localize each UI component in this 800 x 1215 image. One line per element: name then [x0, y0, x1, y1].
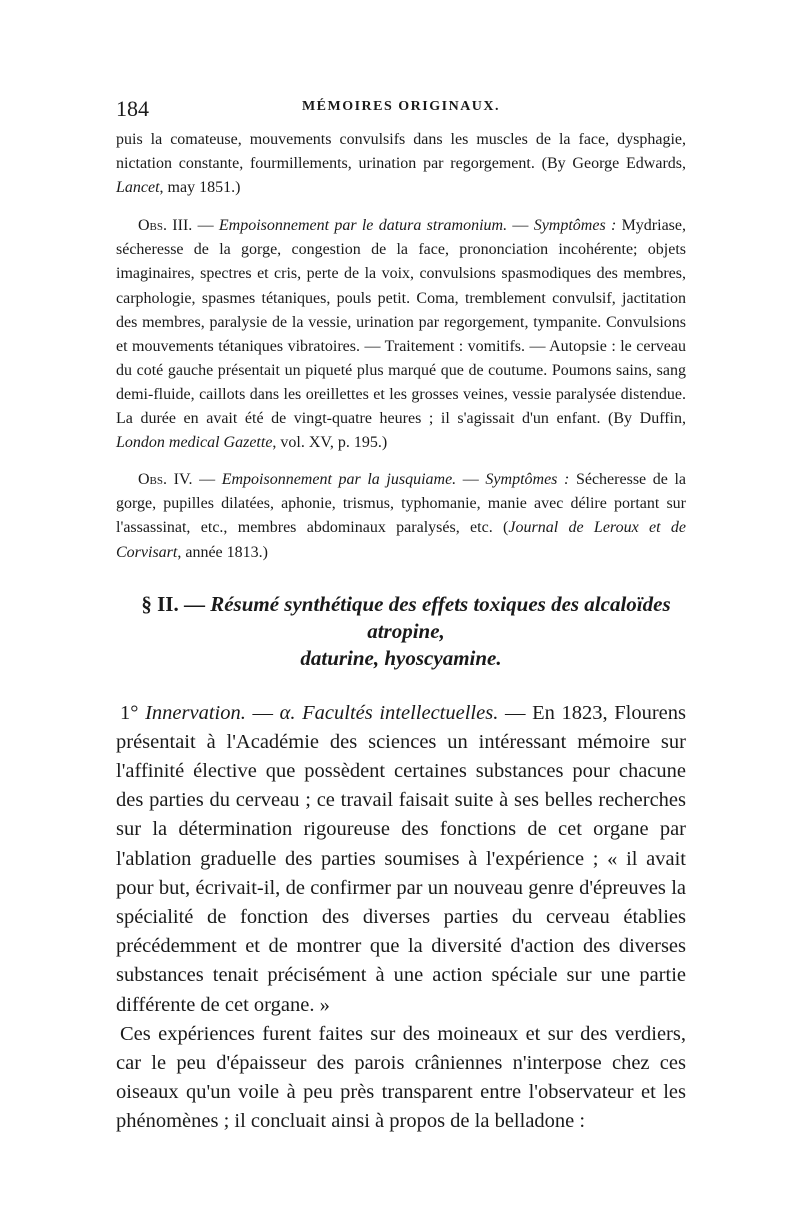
journal-citation: Journal de Leroux et de Corvisart: [116, 519, 686, 561]
subsection-subheading: Facultés intellectuelles.: [302, 701, 499, 724]
journal-citation: Lancet: [116, 179, 160, 197]
subsection-number: 1°: [120, 701, 146, 724]
paragraph-continuation: [116, 128, 686, 200]
dash: —: [192, 217, 219, 235]
paragraph-text: Ces expériences furent faites sur des moineaux et sur des verdiers, car le peu d'épaisseur des parois crâniennes n'interpose chez ces oiseaux qu'un voile à peu près transparent entre l'observateur et les phénomènes ; il concluait ainsi à propos de la belladone :: [116, 1022, 686, 1133]
running-title: MÉMOIRES ORIGINAUX.: [301, 99, 501, 114]
book-page: [116, 96, 686, 1137]
dash: —: [178, 591, 211, 616]
page-number: 184: [116, 96, 149, 121]
running-head: [116, 96, 686, 126]
observation-text: , vol. XV, p. 195.): [272, 434, 388, 452]
observation-title: Empoisonnement par la jusquiame.: [221, 471, 457, 489]
section-symbol: § II.: [141, 591, 179, 616]
observation-label: Obs. IV.: [138, 471, 193, 489]
symptoms-label: Symptômes :: [533, 217, 617, 235]
dash: —: [245, 701, 280, 724]
journal-citation: London medical Gazette: [116, 434, 273, 452]
section-title: Résumé synthétique des effets toxiques des alcaloïdes atropine,: [210, 591, 671, 643]
observation-text: Sécheresse de la gorge, pupilles dilatées, aphonie, trismus, typhomanie, manie avec délire portant sur l'assassinat, etc., membres abdominaux paralysés, etc. (: [116, 471, 687, 537]
observation-text: Mydriase, sécheresse de la gorge, congestion de la face, prononciation incohérente; objets imaginaires, spectres et cris, perte de la voix, convulsions spasmodiques des membres, carphologie, spasmes tétaniques, pouls petit. Coma, tremblement convulsif, jactitation des membres, paralysie de la vessie, urination par regorgement, tympanite. Convulsions et mouvements tétaniques vibratoires. — Traitement : vomitifs. — Autopsie : le cerveau du coté gauche présentait un piqueté plus marqué que de coutume. Poumons sains, sang demi-fluide, caillots dans les oreillettes et les grosses veines, vessie paralysée distendue. La durée en avait été de vingt-quatre heures ; il s'agissait d'un enfant. (By Duffin,: [116, 217, 687, 428]
observation-label: Obs. III.: [138, 217, 193, 235]
paragraph-text: , may 1851.): [159, 179, 241, 197]
dash: —: [507, 217, 534, 235]
symptoms-label: Symptômes :: [485, 471, 570, 489]
section-heading: [116, 591, 686, 672]
dash: —: [456, 471, 486, 489]
observation-4: [116, 468, 686, 564]
observation-title: Empoisonnement par le datura stramonium.: [218, 217, 508, 235]
paragraph-text: — En 1823, Flourens présentait à l'Académie des sciences un intéressant mémoire sur l'affinité élective que possèdent certaines substances pour chacune des parties du cerveau ; ce travail faisait suite à ses belles recherches sur la détermination rigoureuse des fonctions de cet organe par l'ablation graduelle des parties soumises à l'expérience ; « il avait pour but, écrivait-il, de confirmer par un nouveau genre d'épreuves la spécialité de fonction des diverses parties du cerveau établies précédemment et de montrer que la diversité d'action des diverses substances tenait précisément à une action spéciale sur une partie différente de cet organe. »: [116, 701, 686, 1016]
observation-3: [116, 214, 686, 455]
observation-text: , année 1813.): [177, 543, 268, 561]
innervation-paragraph: [116, 699, 686, 1020]
final-paragraph: [116, 1020, 686, 1137]
section-heading-line-1: [116, 591, 686, 645]
alpha-marker: α.: [279, 701, 303, 724]
section-title: daturine, hyoscyamine.: [300, 645, 502, 670]
section-heading-line-2: [116, 645, 686, 672]
subsection-heading: Innervation.: [145, 701, 246, 724]
paragraph-text: puis la comateuse, mouvements convulsifs dans les muscles de la face, dysphagie, nictation constante, fourmillements, urination par regorgement. (By George Edwards,: [116, 131, 686, 173]
dash: —: [192, 471, 222, 489]
